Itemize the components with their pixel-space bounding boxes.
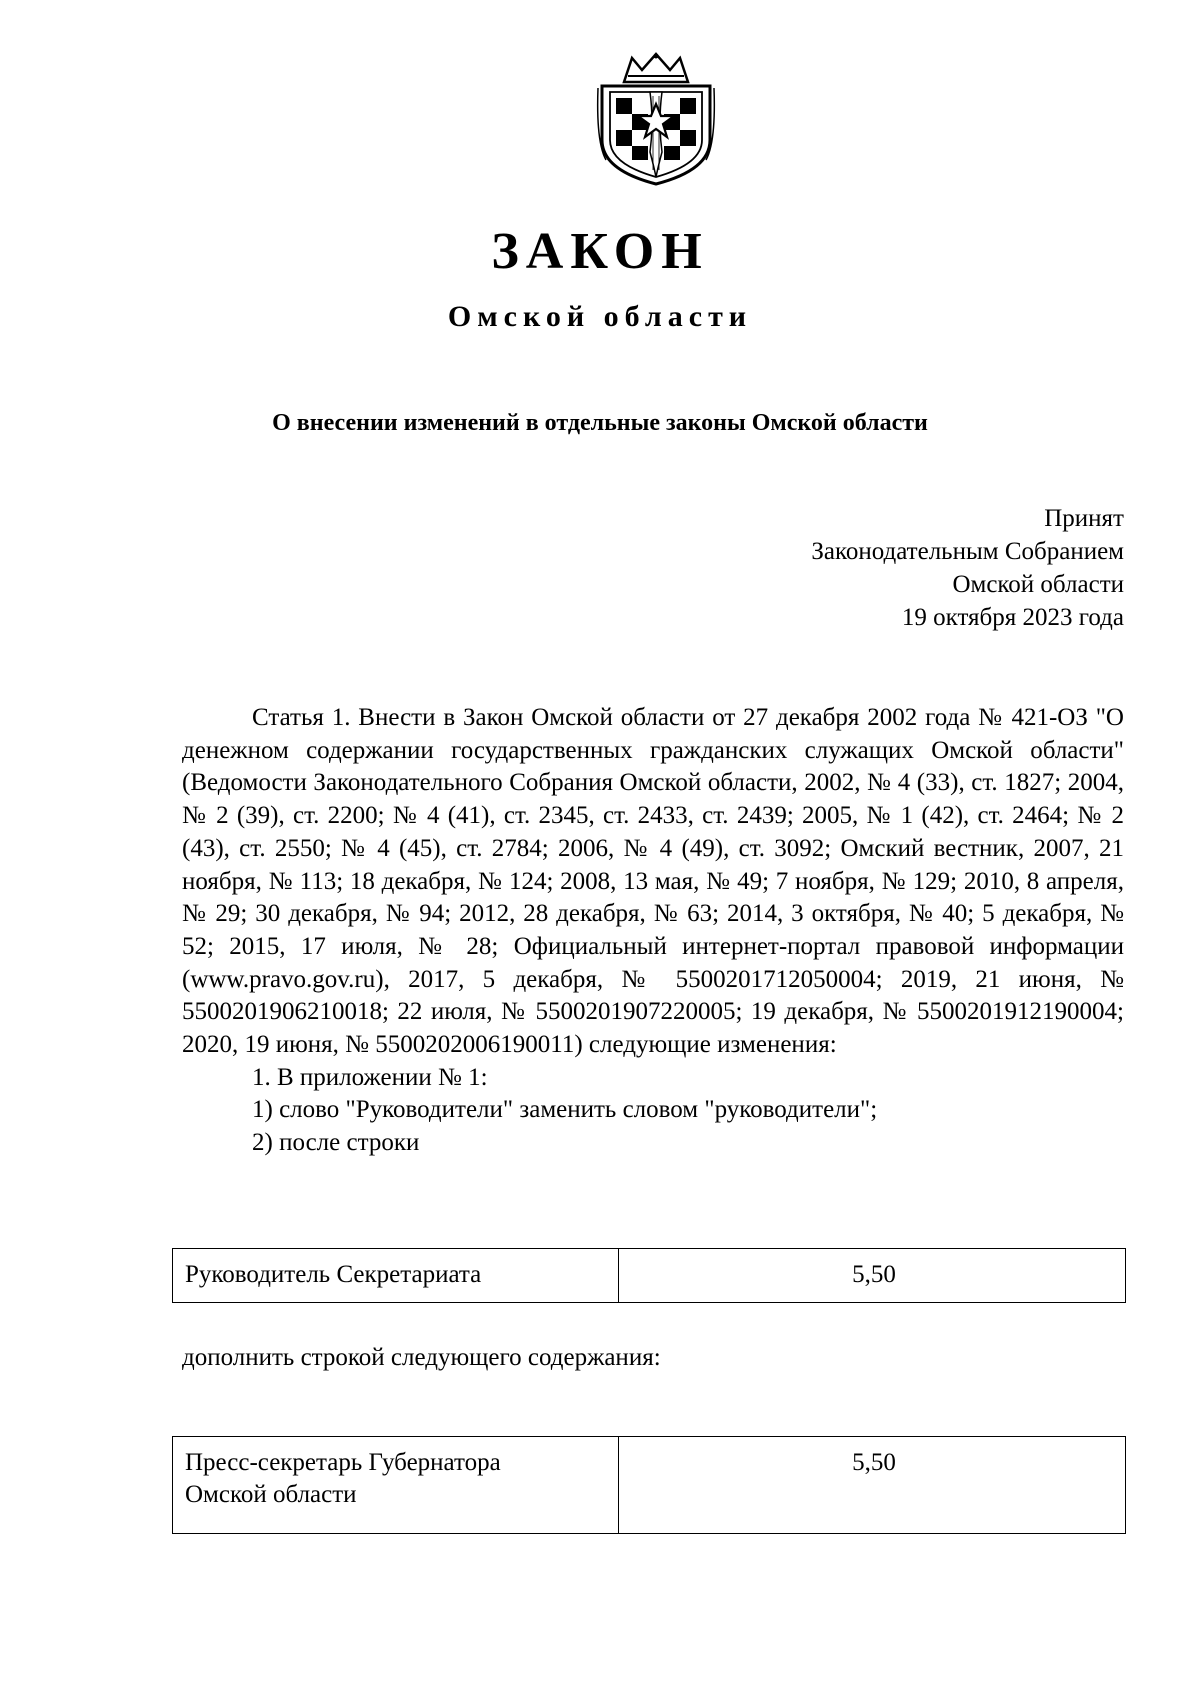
adopted-line: Принят [1044, 505, 1124, 532]
list-item: 1) слово "Руководители" заменить словом "руководители"; [252, 1096, 878, 1124]
table-cell-value: 5,50 [619, 1249, 1126, 1303]
table-new-row [172, 1436, 1126, 1534]
table-cell-position [173, 1437, 619, 1534]
list-item: 1. В приложении № 1: [252, 1063, 488, 1091]
table-cell-value: 5,50 [619, 1437, 1126, 1534]
adopted-line: Законодательным Собранием [811, 538, 1124, 565]
table-existing-row [172, 1248, 1126, 1303]
after-table-text: дополнить строкой следующего содержания: [182, 1344, 661, 1371]
coat-of-arms-icon [594, 52, 718, 186]
article-1-text: Статья 1. Внести в Закон Омской области от 27 декабря 2002 года № 421-ОЗ "О денежном содержании государственных гражданских служащих Омской области" (Ведомости Законодательного Собрания Омской области, 2002, № 4 (33), ст. 1827; 2004, № 2 (39), ст. 2200; № 4 (41), ст. 2345, ст. 2433, ст. 2439; 2005, № 1 (42), ст. 2464; № 2 (43), ст. 2550; № 4 (45), ст. 2784; 2006, № 4 (49), ст. 3092; Омский вестник, 2007, 21 ноября, № 113; 18 декабря, № 124; 2008, 13 мая, № 49; 7 ноября, № 129; 2010, 8 апреля, № 29; 30 декабря, № 94; 2012, 28 декабря, № 63; 2014, 3 октября, № 40; 5 декабря, № 52; 2015, 17 июля, № 28; Официальный интернет-портал правовой информации (www.pravo.gov.ru), 2017, 5 декабря, № 5500201712050004; 2019, 21 июня, № 5500201906210018; 22 июля, № 5500201907220005; 19 декабря, № 5500201912190004; 2020, 19 июня, № 5500202006190011) следующие изменения: [182, 704, 1124, 1059]
adoption-date: 19 октября 2023 года [901, 604, 1124, 631]
document-subtitle: Омской области [447, 300, 753, 333]
document-heading: О внесении изменений в отдельные законы Омской области [272, 410, 928, 436]
position-line: Пресс-секретарь Губернатора [185, 1449, 501, 1476]
position-line: Омской области [185, 1481, 357, 1508]
table-row [173, 1437, 1126, 1534]
adoption-block [811, 502, 1124, 634]
table-cell-position: Руководитель Секретариата [173, 1249, 619, 1303]
adopted-line: Омской области [952, 571, 1124, 598]
document-body [182, 702, 1124, 1160]
list-item: 2) после строки [252, 1129, 420, 1157]
document-title: ЗАКОН [491, 223, 709, 280]
table-row [173, 1249, 1126, 1303]
